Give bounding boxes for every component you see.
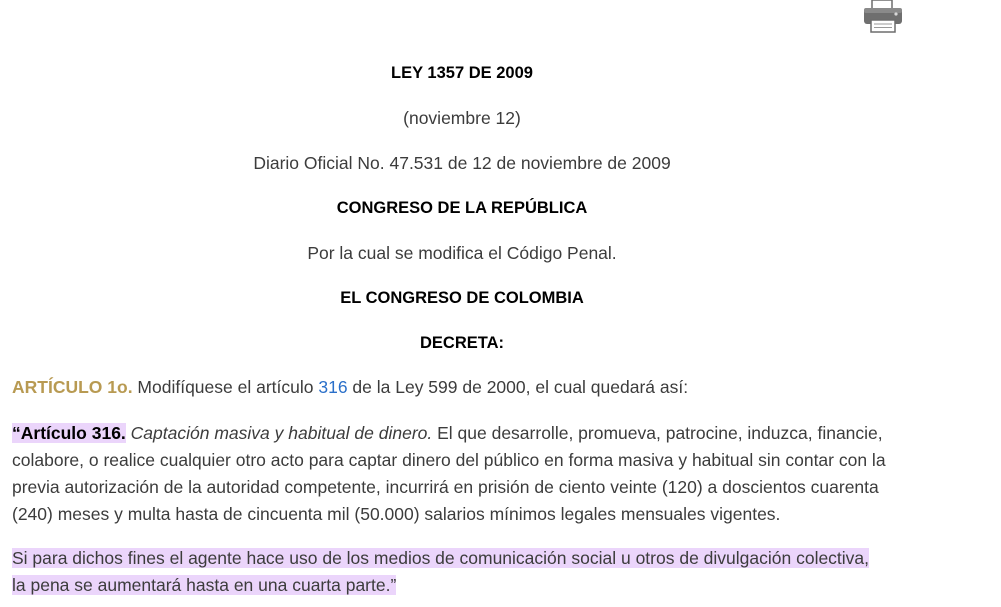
article-1-text-before: Modifíquese el artículo: [132, 377, 319, 397]
paragraph-2-line-2: la pena se aumentará hasta en una cuarta parte.”: [12, 575, 397, 595]
decreta: DECRETA:: [419, 334, 505, 352]
law-summary: Por la cual se modifica el Código Penal.: [307, 243, 617, 263]
article-316-line-2: colabore, o realice cualquier otro acto para captar dinero del público en forma masiva y habitual sin contar con la: [12, 450, 886, 470]
enactor: EL CONGRESO DE COLOMBIA: [340, 289, 584, 307]
law-date: (noviembre 12): [403, 108, 521, 128]
article-316-line-3: previa autorización de la autoridad competente, incurrirá en prisión de ciento veinte (120) a doscientos cuarenta: [12, 477, 879, 497]
article-1-label: ARTÍCULO 1o.: [12, 377, 133, 397]
article-1-text-after: de la Ley 599 de 2000, el cual quedará así:: [347, 377, 689, 397]
printer-icon: [862, 0, 904, 34]
article-1: [12, 374, 924, 401]
paragraph-2-line-1: Si para dichos fines el agente hace uso de los medios de comunicación social u otros de divulgación colectiva,: [12, 548, 870, 568]
article-316-subtitle: Captación masiva y habitual de dinero.: [130, 423, 433, 443]
article-316-paragraph: [12, 420, 924, 528]
print-button[interactable]: [862, 0, 904, 34]
article-316-line-4: (240) meses y multa hasta de cincuenta mil (50.000) salarios mínimos legales mensuales vigentes.: [12, 504, 781, 524]
article-316-paragraph-2: [12, 545, 924, 599]
diario-oficial: Diario Oficial No. 47.531 de 12 de noviembre de 2009: [253, 153, 671, 173]
article-316-link[interactable]: 316: [318, 377, 348, 397]
issuer: CONGRESO DE LA REPÚBLICA: [336, 199, 588, 217]
article-316-title: “Artículo 316.: [12, 423, 126, 443]
article-316-line-1: El que desarrolle, promueva, patrocine, induzca, financie,: [432, 423, 883, 443]
law-title: LEY 1357 DE 2009: [391, 64, 533, 82]
